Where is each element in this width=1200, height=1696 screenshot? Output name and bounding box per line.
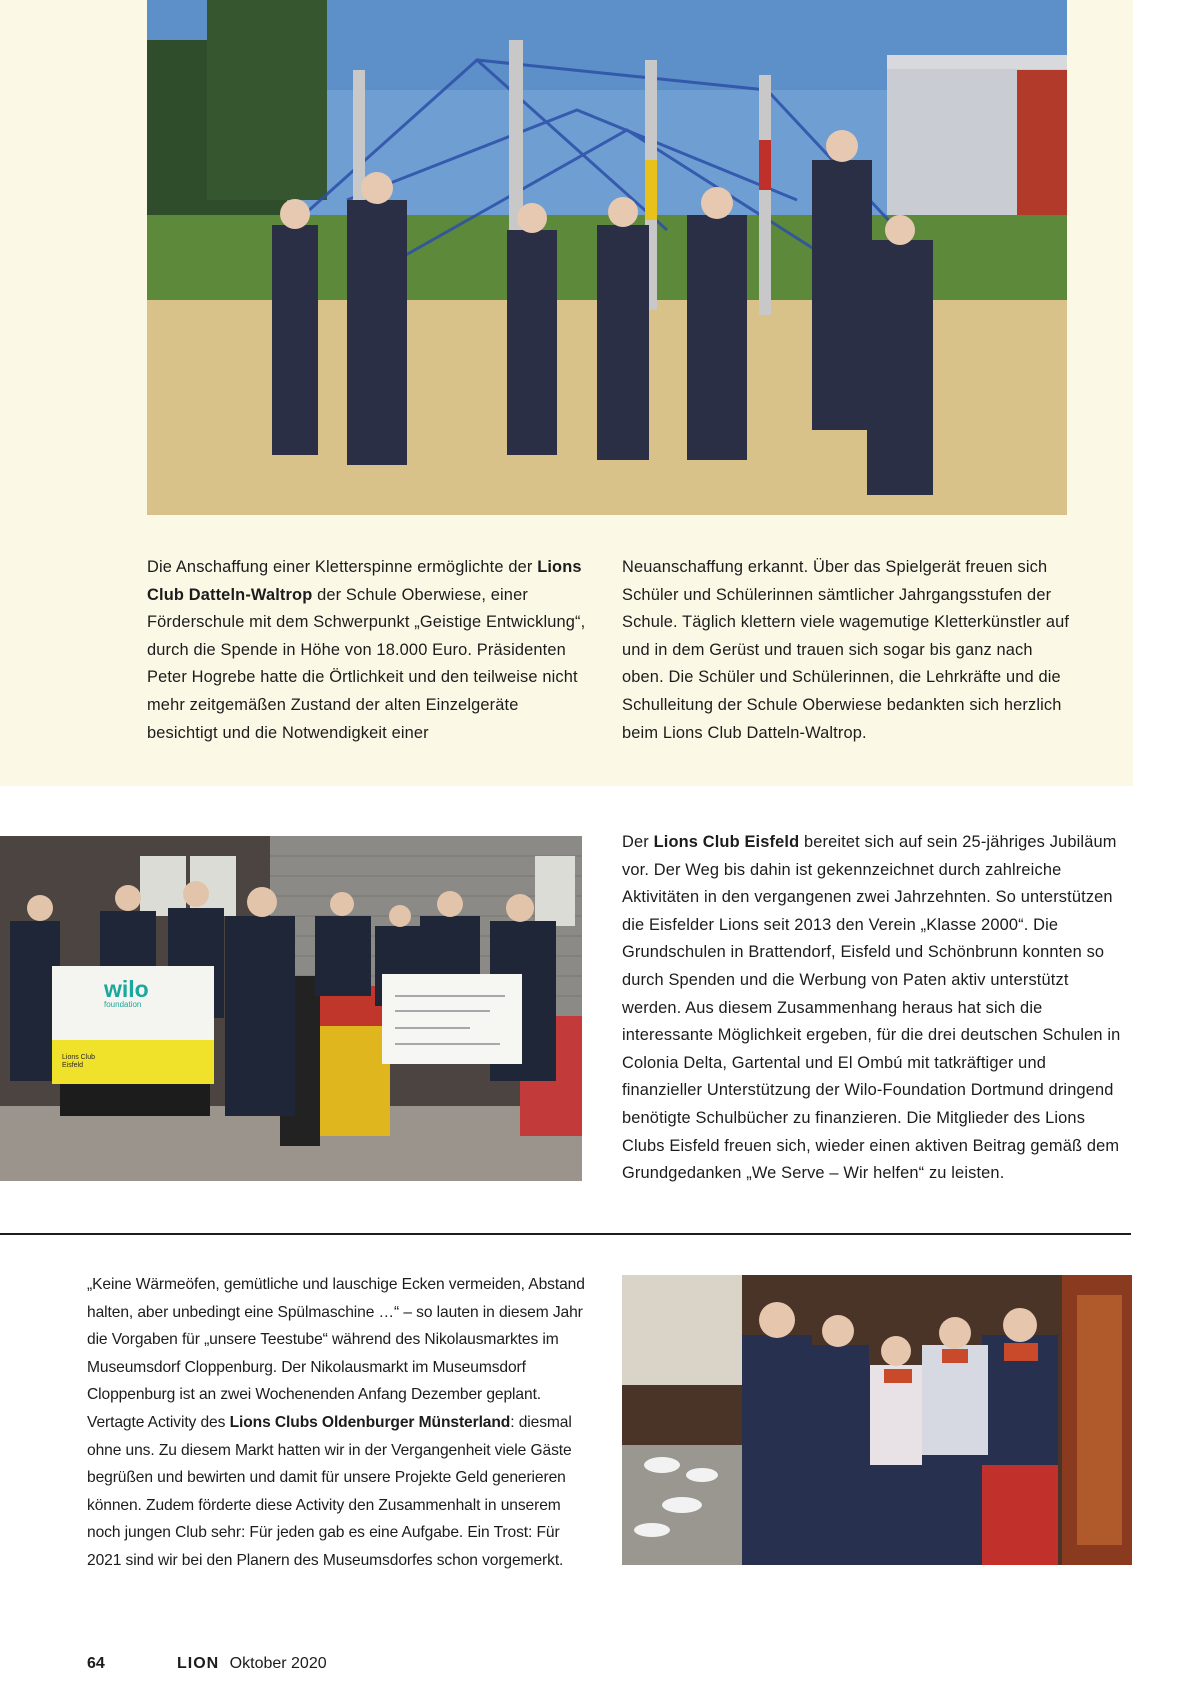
magazine-name: LION xyxy=(177,1655,220,1672)
article3-text xyxy=(87,1271,595,1575)
photo-lions-eisfeld xyxy=(0,836,582,1181)
article1-column2: Neuanschaffung erkannt. Über das Spielgerät freuen sich Schüler und Schülerinnen sämtlicher Jahrgangsstufen der Schule. Täglich klettern viele wagemutige Kletterkünstler auf und in dem Gerüst und trauen sich sogar bis ganz nach oben. Die Schüler und Schülerinnen, die Lehrkräfte und die Schulleitung der Schule Oberwiese bedankten sich herzlich beim Lions Club Datteln-Waltrop. xyxy=(622,558,1070,742)
photo-teestube xyxy=(622,1275,1132,1565)
section-divider xyxy=(0,1233,1131,1235)
article2-text-start: Der xyxy=(622,833,654,851)
article2-text-end: bereitet sich auf sein 25-jähriges Jubiläum vor. Der Weg bis dahin ist gekennzeichnet durch zahlreiche Aktivitäten in den vergangenen zwei Jahrzehnten. So unterstützen die Eisfelder Lions seit 2013 den Verein „Klasse 2000“. Die Grundschulen in Brattendorf, Eisfeld und Schönbrunn konnten so durch Spenden und die Werbung von Paten aktiv unterstützt werden. Aus diesem Zusammenhang heraus hat sich die interessante Möglichkeit ergeben, für die drei deutschen Schulen in Colonia Delta, Gartental und El Ombú mit tatkräftiger und finanzieller Unterstützung der Wilo-Foundation Dortmund dringend benötigte Schulbücher zu finanzieren. Die Mitglieder des Lions Clubs Eisfeld freuen sich, wieder einen aktiven Beitrag gemäß dem Grundgedanken „We Serve – Wir helfen“ zu leisten. xyxy=(622,833,1121,1183)
magazine-issue xyxy=(177,1654,327,1674)
page-footer xyxy=(87,1654,105,1674)
page-number: 64 xyxy=(87,1655,105,1672)
issue-date: Oktober 2020 xyxy=(229,1655,327,1672)
article1-col1-text-end: der Schule Oberwiese, einer Förderschule mit dem Schwerpunkt „Geistige Entwicklung“, durch die Spende in Höhe von 18.000 Euro. Präsidenten Peter Hogrebe hatte die Örtlichkeit und den teilweise nicht mehr zeitgemäßen Zustand der alten Einzelgeräte besichtigt und die Notwendigkeit einer xyxy=(147,585,586,742)
article1-col1-text-start: Die Anschaffung einer Kletterspinne ermöglichte der xyxy=(147,558,533,576)
article1-column1 xyxy=(147,554,589,747)
club-name-datteln-waltrop: Lions Club Datteln-Waltrop xyxy=(147,558,582,604)
article3-text-end: : diesmal ohne uns. Zu diesem Markt hatten wir in der Vergangenheit viele Gäste begrüßen und bewirten und damit für unsere Projekte Geld generieren können. Zudem förderte diese Activity den Zusammenhalt in unserem noch jungen Club sehr: Für jeden gab es eine Aufgabe. Ein Trost: Für 2021 sind wir bei den Planern des Museumsdorfes schon vorgemerkt. xyxy=(87,1413,572,1569)
wilo-logo-subtitle: foundation xyxy=(104,1000,142,1009)
banner-club-label: Lions Club Eisfeld xyxy=(62,1054,96,1069)
club-name-oldenburger-muensterland: Lions Clubs Oldenburger Münsterland xyxy=(229,1413,511,1431)
photo-climbing-frame xyxy=(147,0,1067,515)
article3-text-start: „Keine Wärmeöfen, gemütliche und lauschige Ecken vermeiden, Abstand halten, aber unbedingt eine Spülmaschine …“ – so lauten in diesem Jahr die Vorgaben für „unsere Teestube“ während des Nikolausmarktes im Museumsdorf Cloppenburg. Der Nikolausmarkt im Museumsdorf Cloppenburg ist an zwei Wochenenden Anfang Dezember geplant. Vertagte Activity des xyxy=(87,1276,585,1431)
wilo-logo: wilo foundation xyxy=(104,976,149,1009)
article2-text xyxy=(622,829,1128,1188)
club-name-eisfeld: Lions Club Eisfeld xyxy=(653,833,800,851)
